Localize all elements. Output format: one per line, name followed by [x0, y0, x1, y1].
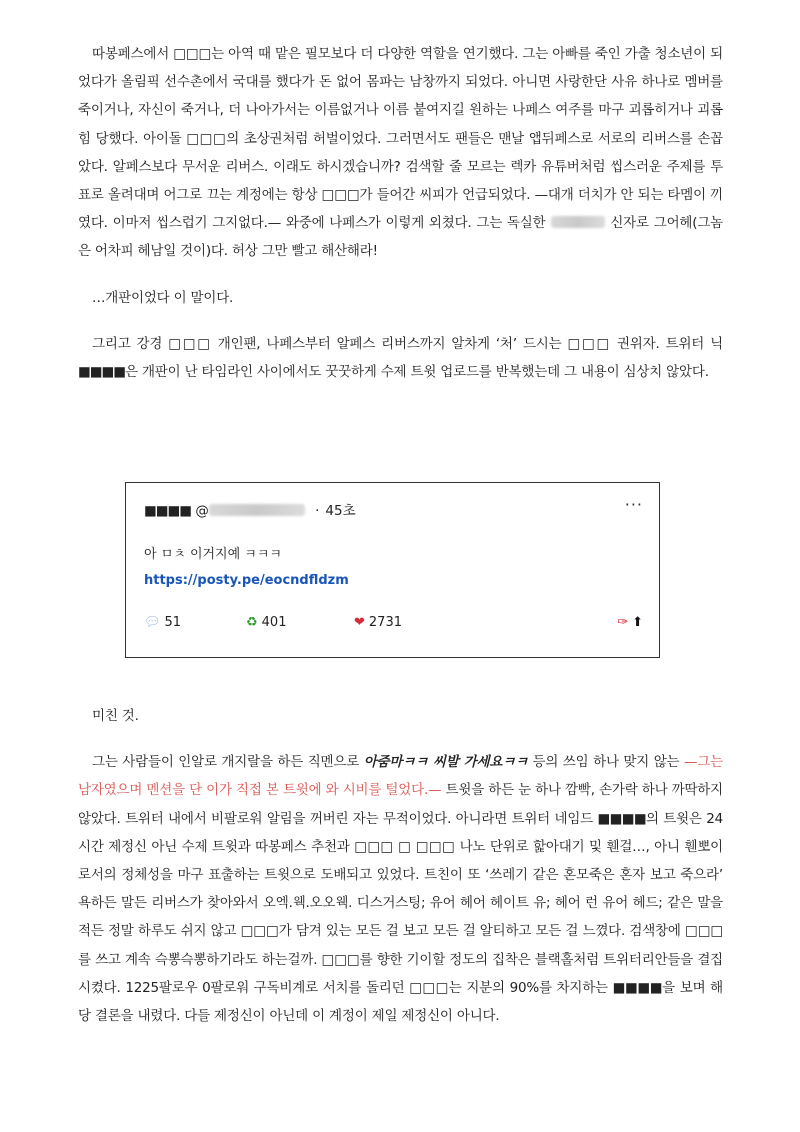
like-count: 2731: [368, 615, 402, 630]
paragraph-main-text-c: 트윗을 하든 눈 하나 깜빡, 손가락 하나 까딱하지 않았다. 트위터 내에서 비팔로워 알림을 꺼버린 자는 무적이었다. 아니라면 트위터 네임드: [78, 782, 723, 827]
paragraph-intro-text: 따봉페스에서 □□□는 아역 때 맡은 필모보다 더 다양한 역할을 연기했다. 그는 아빠를 죽인 가출 청소년이 되었다가 올림픽 선수촌에서 국대를 했다가 돈 없어 몸파는 남창까지 되었다. 아니면 사랑한단 사유 하나로 멤버를 죽이거나, 자신이 죽거나, 더 나아가서는 이름없거나 이름 붙여지길 원하는 나페스 여주를 마구 괴롭히거나 괴롭힘 당했다. 아이돌 □□□의 초상권처럼 허벌이었다. 그러면서도 팬들은 맨날 앱뒤페스로 서로의 리버스를 손꼽았다. 알페스보다 무서운 리버스. 이래도 하시겠습니까? 검색할 줄 모르는 렉카 유튜버처럼 씹스러운 주제를 투표로 올려대며 어그로 끄는 계정에는 항상 □□□가 들어간 씨피가 언급되었다. —대개 더치가 안 되는 타멤이 끼였다. 이마저 씹스럽기 그지없다.— 와중에 나페스가 이렇게 외쳤다. 그는 독실한: [78, 46, 723, 232]
paragraph-nick-text-a: 그리고 강경 □□□ 개인팬, 나페스부터 알페스 리버스까지 알차게 ‘처’ 드시는 □□□ 권위자. 트위터 닉: [92, 335, 723, 352]
paragraph-main-text-e: 을 보며 해당 결론을 내렸다. 다들 제정신이 아닌데 이 계정이 제일 제정신이 아니다.: [78, 979, 723, 1025]
paragraph-short-text: …개판이었다 이 말이다.: [92, 289, 234, 306]
tag-icon[interactable]: ✑: [617, 615, 629, 630]
bold-italic-quote: 아줌마ㅋㅋ 씨발 가세요ㅋㅋ: [363, 754, 528, 771]
redacted-name: ■■■■: [612, 979, 663, 996]
tweet-text: 아 ㅁㅊ 이거지예 ㅋㅋㅋ: [144, 547, 282, 562]
paragraph-intro: [78, 40, 723, 266]
paragraph-intro-tail: 신자로 그어헤(그놈은 어차피 헤남일 것이)다. 허상 그만 빨고 해산해라!: [78, 215, 723, 260]
tweet-handle-blurred[interactable]: [209, 504, 305, 516]
retweet-icon: ♻: [246, 615, 258, 630]
document-lower: [78, 702, 723, 1030]
like-stat[interactable]: [354, 615, 402, 630]
paragraph-main-text-d: 의 트윗은 24시간 제정신 아닌 수제 트윗과 따봉페스 추천과 □□□ □ □□□ 나노 단위로 핥아대기 및 휀걸…, 아니 휀뽀이로서의 정체성을 마구 표출하는 트윗으로 도배되고 있었다. 트친이 또 ‘쓰레기 같은 혼모죽은 혼자 보고 죽으라’ 욕하든 말든 리버스가 찾아와서 오엑.웩.오오웩. 디스거스팅; 유어 헤어 헤이트 유; 헤어 런 유어 헤드; 같은 말을 적든 정말 하루도 쉬지 않고 □□□가 담겨 있는 모든 걸 보고 모든 걸 알티하고 모든 걸 느꼈다. 검색창에 □□□를 쓰고 계속 슥뽕슥뽕하기라도 하는걸까. □□□를 향한 기이할 정도의 집착은 블랙홀처럼 트위터리안들을 결집시켰다. 1225팔로우 0팔로워 구독비계로 서치를 돌리던 □□□는 지분의 90%를 차지하는: [78, 810, 724, 996]
paragraph-main-text-a: 그는 사람들이 인알로 개지랄을 하든 직멘으로: [92, 754, 364, 771]
tweet-header: [144, 499, 356, 519]
retweet-count: 401: [261, 615, 287, 630]
paragraph-short: [78, 284, 723, 312]
tweet-card[interactable]: [125, 482, 660, 658]
more-options-icon[interactable]: ···: [624, 495, 643, 514]
share-up-icon[interactable]: ⬆: [632, 615, 643, 630]
paragraph-main-text-b: 등의 쓰임 하나 맞지 않는: [527, 754, 685, 771]
tweet-actions-right: [617, 615, 643, 630]
paragraph-main: [78, 748, 723, 1030]
document-upper: [78, 40, 723, 386]
tweet-author-name[interactable]: ■■■■: [144, 503, 192, 519]
reply-stat[interactable]: [144, 615, 181, 630]
paragraph-crazy-text: 미친 것.: [92, 708, 139, 724]
blurred-text: [551, 216, 605, 228]
paragraph-nick: [78, 330, 723, 386]
heart-icon: ❤: [354, 615, 365, 630]
redacted-name: ■■■■: [78, 364, 126, 381]
reply-count: 51: [164, 615, 182, 630]
tweet-link[interactable]: https://posty.pe/eocndfldzm: [144, 573, 349, 588]
red-aside: —그는 남자였으며 멘션을 단 이가 직접 본 트윗에 와 시비를 털었다.—: [78, 754, 723, 799]
retweet-stat[interactable]: [246, 615, 286, 630]
tweet-time[interactable]: 45초: [325, 503, 356, 519]
tweet-handle-prefix: @: [195, 503, 209, 519]
paragraph-crazy: [78, 702, 723, 730]
tweet-separator: ·: [315, 503, 320, 519]
redacted-name: ■■■■: [597, 810, 646, 827]
speech-bubble-icon: 💬︎: [144, 615, 161, 630]
paragraph-nick-text-b: 은 개판이 난 타임라인 사이에서도 꿋꿋하게 수제 트윗 업로드를 반복했는데 그 내용이 심상치 않았다.: [125, 364, 709, 381]
